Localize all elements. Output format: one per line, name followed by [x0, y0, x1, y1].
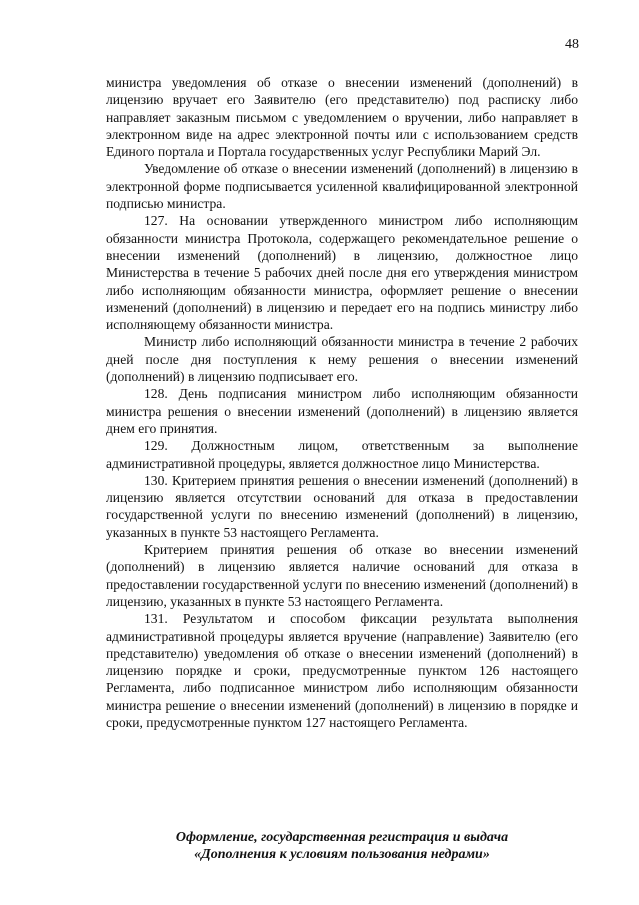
document-body — [106, 74, 578, 731]
paragraph-refusal-criterion: Критерием принятия решения об отказе во внесении изменений (дополнений) в лицензию является наличие оснований для отказа в предоставлении государственной услуги по внесению изменений (дополнений) в лицензию, указанных в пункте 53 настоящего Регламента. — [106, 542, 578, 609]
paragraph-128: 128. День подписания министром либо исполняющим обязанности министра решения о внесении изменений (дополнений) в лицензию является днем его принятия. — [106, 386, 578, 436]
paragraph-129: 129. Должностным лицом, ответственным за выполнение административной процедуры, является должностное лицо Министерства. — [106, 438, 578, 471]
section-heading-line-1: Оформление, государственная регистрация и выдача — [175, 830, 509, 845]
paragraph-minister-signs: Министр либо исполняющий обязанности министра в течение 2 рабочих дней после дня поступления к нему решения о внесении изменений (дополнений) в лицензию подписывает его. — [106, 334, 578, 385]
paragraph-131: 131. Результатом и способом фиксации результата выполнения административной процедуры является вручение (направление) Заявителю (его представителю) уведомления об отказе о внесении изменений (дополнений) в лицензию порядке и сроки, предусмотренные пунктом 126 настоящего Регламента, либо подписанное министром либо исполняющим обязанности министра решение о внесении изменений (дополнений) в лицензию в порядке и сроки, предусмотренные пунктом 127 настоящего Регламента. — [106, 611, 578, 730]
paragraph-127: 127. На основании утвержденного министром либо исполняющим обязанности министра Протокола, содержащего рекомендательное решение о внесении изменений (дополнений) в лицензию, должностное лицо Министерства в течение 5 рабочих дней после дня его утверждения министром либо исполняющим обязанности министра, оформляет решение о внесении изменений (дополнений) в лицензию и передает его на подпись министру либо исполняющему обязанности министра. — [106, 213, 578, 333]
section-heading-line-2: «Дополнения к условиям пользования недрами» — [194, 847, 490, 862]
paragraph-continuation: министра уведомления об отказе о внесении изменений (дополнений) в лицензию вручает его Заявителю (его представителю) под расписку либо направляет заказным письмом с уведомлением о вручении, либо направляет в электронном виде на адрес электронной почты или с использованием средств Единого портала и Портала государственных услуг Республики Марий Эл. — [106, 75, 578, 160]
paragraph-130: 130. Критерием принятия решения о внесении изменений (дополнений) в лицензию является отсутствии оснований для отказа в предоставлении государственной услуги по внесению изменений (дополнений) в лицензию, указанных в пункте 53 настоящего Регламента. — [106, 472, 578, 540]
section-heading — [106, 829, 578, 863]
page-number: 48 — [565, 37, 579, 52]
paragraph-electronic-notice: Уведомление об отказе о внесении изменений (дополнений) в лицензию в электронной форме подписывается усиленной квалифицированной электронной подписью министра. — [106, 161, 578, 212]
